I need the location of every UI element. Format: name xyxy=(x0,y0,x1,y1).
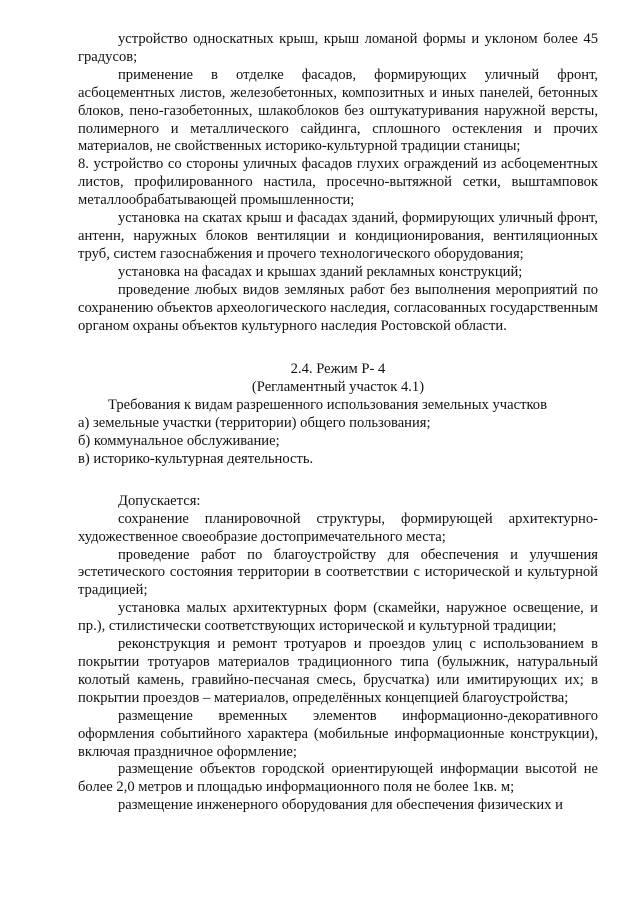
allowed-heading: Допускается: xyxy=(118,492,201,509)
paragraph-advertising: установка на фасадах и крышах зданий рекламных конструкций; xyxy=(118,263,523,280)
allowed-item: размещение инженерного оборудования для обеспечения физических и xyxy=(118,797,563,814)
paragraph-earthworks: проведение любых видов земляных работ без выполнения мероприятий по сохранению объектов археологического наследия, согласованных государственным органом охраны объектов культурного наследия Ростовской области. xyxy=(78,281,598,334)
paragraph-facade-materials: применение в отделке фасадов, формирующих уличный фронт, асбоцементных листов, железобетонных, композитных и иных панелей, бетонных блоков, пено-газобетонных, шлакоблоков без оштукатуривания наружной версты, полимерного и металлического сайдинга, сплошного остекления и прочих материалов, не свойственных историко-культурной традиции станицы; xyxy=(78,66,598,155)
allowed-item: реконструкция и ремонт тротуаров и проездов улиц с использованием в покрытии тротуаров материалов традиционного типа (булыжник, натуральный колотый камень, гравийно-песчаная смесь, брусчатка) или имитирующих их; в покрытии проездов – материалов, определённых концепцией благоустройства; xyxy=(78,636,598,706)
use-item: в) историко-культурная деятельность. xyxy=(78,450,314,467)
use-item: а) земельные участки (территории) общего пользования; xyxy=(78,415,431,432)
document-body xyxy=(78,31,598,815)
section-title: 2.4. Режим Р- 4 xyxy=(290,361,386,378)
use-item: б) коммунальное обслуживание; xyxy=(78,433,280,450)
allowed-item: размещение объектов городской ориентирующей информации высотой не более 2,0 метров и площадью информационного поля не более 1кв. м; xyxy=(78,761,598,796)
section-subtitle: (Регламентный участок 4.1) xyxy=(251,379,425,396)
allowed-item: размещение временных элементов информационно-декоративного оформления событийного характера (мобильные информационные конструкции), включая праздничное оформление; xyxy=(78,707,598,760)
allowed-item: установка малых архитектурных форм (скамейки, наружное освещение, и пр.), стилистически соответствующих исторической и культурной традиции; xyxy=(78,600,598,635)
allowed-item: сохранение планировочной структуры, формирующей архитектурно-художественное своеобразие достопримечательного места; xyxy=(78,510,598,545)
spacer xyxy=(78,469,598,493)
paragraph-equipment: установка на скатах крыш и фасадах зданий, формирующих уличный фронт, антенн, наружных блоков вентиляции и кондиционирования, вентиляционных труб, систем газоснабжения и прочего технологического оборудования; xyxy=(78,210,598,262)
requirements-heading: Требования к видам разрешенного использования земельных участков xyxy=(108,397,547,414)
section-heading xyxy=(78,361,598,397)
paragraph-fences: 8. устройство со стороны уличных фасадов глухих ограждений из асбоцементных листов, профилированного настила, просечно-вытяжной сетки, выштамповок металлообрабатывающей промышленности; xyxy=(78,156,598,209)
paragraph-roof-shape: устройство односкатных крыш, крыш ломаной формы и уклоном более 45 градусов; xyxy=(78,31,598,65)
allowed-item: проведение работ по благоустройству для обеспечения и улучшения эстетического состояния территории в соответствии с исторической и культурной традицией; xyxy=(78,546,598,599)
